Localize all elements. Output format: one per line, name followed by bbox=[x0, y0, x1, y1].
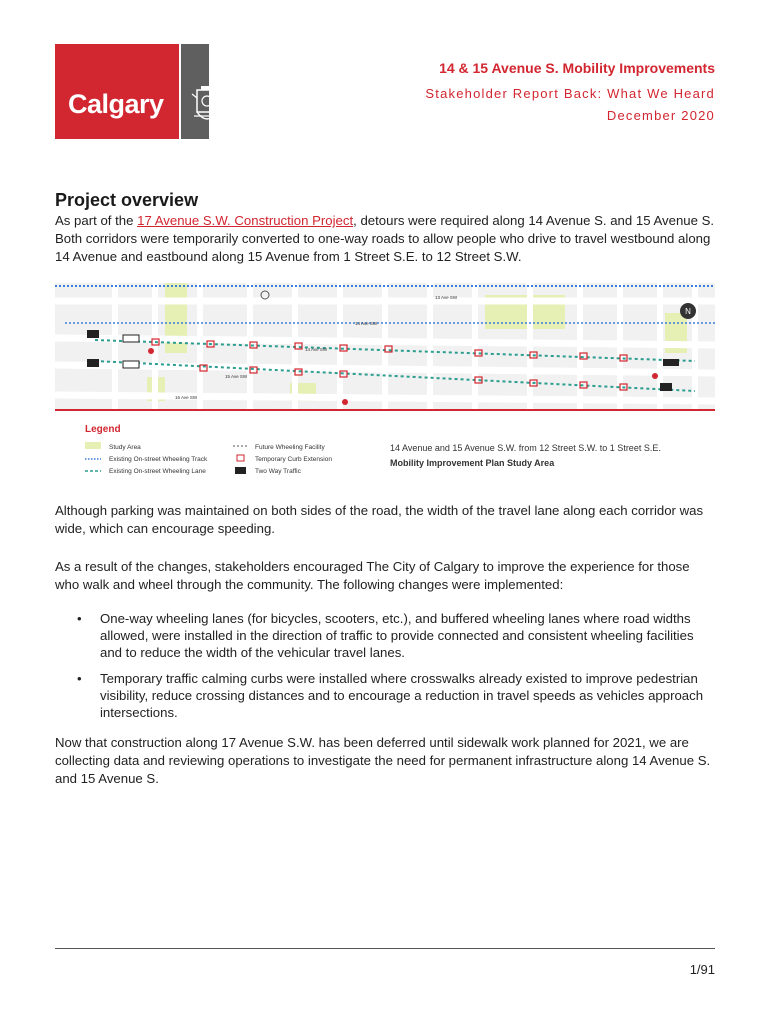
location-pin-icon bbox=[342, 399, 348, 405]
north-label: N bbox=[685, 307, 691, 316]
stakeholder-paragraph: As a result of the changes, stakeholders encouraged The City of Calgary to improve the experience for those who walk and wheel through the community. The following changes were implemented: bbox=[55, 559, 690, 592]
legend-item-wheeling-track: Existing On-street Wheeling Track bbox=[109, 456, 208, 463]
two-way-traffic-icon bbox=[87, 359, 99, 367]
construction-project-link[interactable]: 17 Avenue S.W. Construction Project bbox=[137, 213, 354, 228]
bullet-icon: • bbox=[77, 611, 82, 626]
intro-paragraph bbox=[55, 212, 715, 266]
legend-item-study-area: Study Area bbox=[109, 444, 141, 451]
legend-item-future-facility: Future Wheeling Facility bbox=[255, 444, 325, 451]
logo-red-block bbox=[55, 44, 179, 139]
map-label-14ave: 14 Ave SW bbox=[355, 321, 378, 326]
city-crest-icon bbox=[190, 86, 224, 130]
section-heading: Project overview bbox=[55, 190, 199, 210]
document-subtitle: Stakeholder Report Back: What We Heard bbox=[425, 86, 715, 101]
legend-item-wheeling-lane: Existing On-street Wheeling Lane bbox=[109, 468, 206, 475]
map-caption-line2: Mobility Improvement Plan Study Area bbox=[390, 458, 555, 468]
intro-text-start: As part of the bbox=[55, 213, 138, 228]
document-title: 14 & 15 Avenue S. Mobility Improvements bbox=[439, 60, 715, 76]
map-label-13ave: 13 Ave SW bbox=[435, 295, 458, 300]
footer-rule bbox=[55, 948, 715, 949]
legend-swatch-two-way bbox=[235, 467, 246, 474]
legend-item-two-way: Two Way Traffic bbox=[255, 468, 301, 475]
map-caption-line1: 14 Avenue and 15 Avenue S.W. from 12 Street S.W. to 1 Street S.E. bbox=[390, 443, 661, 453]
westbound-arrow-icon bbox=[123, 335, 139, 342]
list-item-text: Temporary traffic calming curbs were installed where crosswalks already existed to improve pedestrian visibility, reduce crossing distances and to encourage a reduction in travel speeds as vehicles approach intersections. bbox=[100, 671, 704, 720]
logo-wordmark: Calgary bbox=[68, 89, 164, 119]
map-label-14ave: 14 Ave SW bbox=[305, 347, 328, 352]
list-item-text: One-way wheeling lanes (for bicycles, scooters, etc.), and buffered wheeling lanes where road widths allowed, were installed in the direction of traffic to provide connected and consistent wheeling facilities and to reduce the width of the vehicular travel lanes. bbox=[100, 611, 694, 660]
westbound-arrow-icon bbox=[663, 359, 679, 366]
two-way-traffic-icon bbox=[660, 383, 672, 391]
intro-text-end: , detours were required along 14 Avenue S. and 15 Avenue S. Both corridors were temporarily converted to one-way roads to allow people who drive to travel westbound along 14 Avenue and eastbound along 15 Avenue from 1 Street S.E. to 12 Street S.W. bbox=[55, 213, 715, 264]
two-way-traffic-icon bbox=[87, 330, 99, 338]
page-number: 1/91 bbox=[689, 962, 715, 977]
location-pin-icon bbox=[148, 348, 154, 354]
map-label-16ave: 16 Ave SW bbox=[175, 395, 198, 400]
legend-swatch-study-area bbox=[85, 442, 101, 449]
eastbound-arrow-icon bbox=[123, 361, 139, 368]
map-label-15ave: 15 Ave SW bbox=[225, 374, 248, 379]
study-area-map bbox=[55, 283, 715, 411]
list-item bbox=[55, 610, 715, 661]
legend-title: Legend bbox=[85, 424, 121, 435]
map-legend bbox=[85, 420, 705, 480]
list-item bbox=[55, 670, 715, 721]
document-date: December 2020 bbox=[606, 108, 715, 123]
location-pin-icon bbox=[652, 373, 658, 379]
bullet-icon: • bbox=[77, 671, 82, 686]
changes-list bbox=[55, 610, 715, 730]
legend-swatch-curb-extension bbox=[237, 455, 244, 461]
calgary-logo bbox=[55, 44, 209, 139]
legend-item-curb-extension: Temporary Curb Extension bbox=[255, 456, 332, 463]
construction-paragraph: Now that construction along 17 Avenue S.W. has been deferred until sidewalk work planned for 2021, we are collecting data and reviewing operations to investigate the need for permanent infrastructure along 14 Avenue S. and 15 Avenue S. bbox=[55, 735, 711, 786]
parking-paragraph: Although parking was maintained on both sides of the road, the width of the travel lane along each corridor was wide, which can encourage speeding. bbox=[55, 503, 704, 536]
